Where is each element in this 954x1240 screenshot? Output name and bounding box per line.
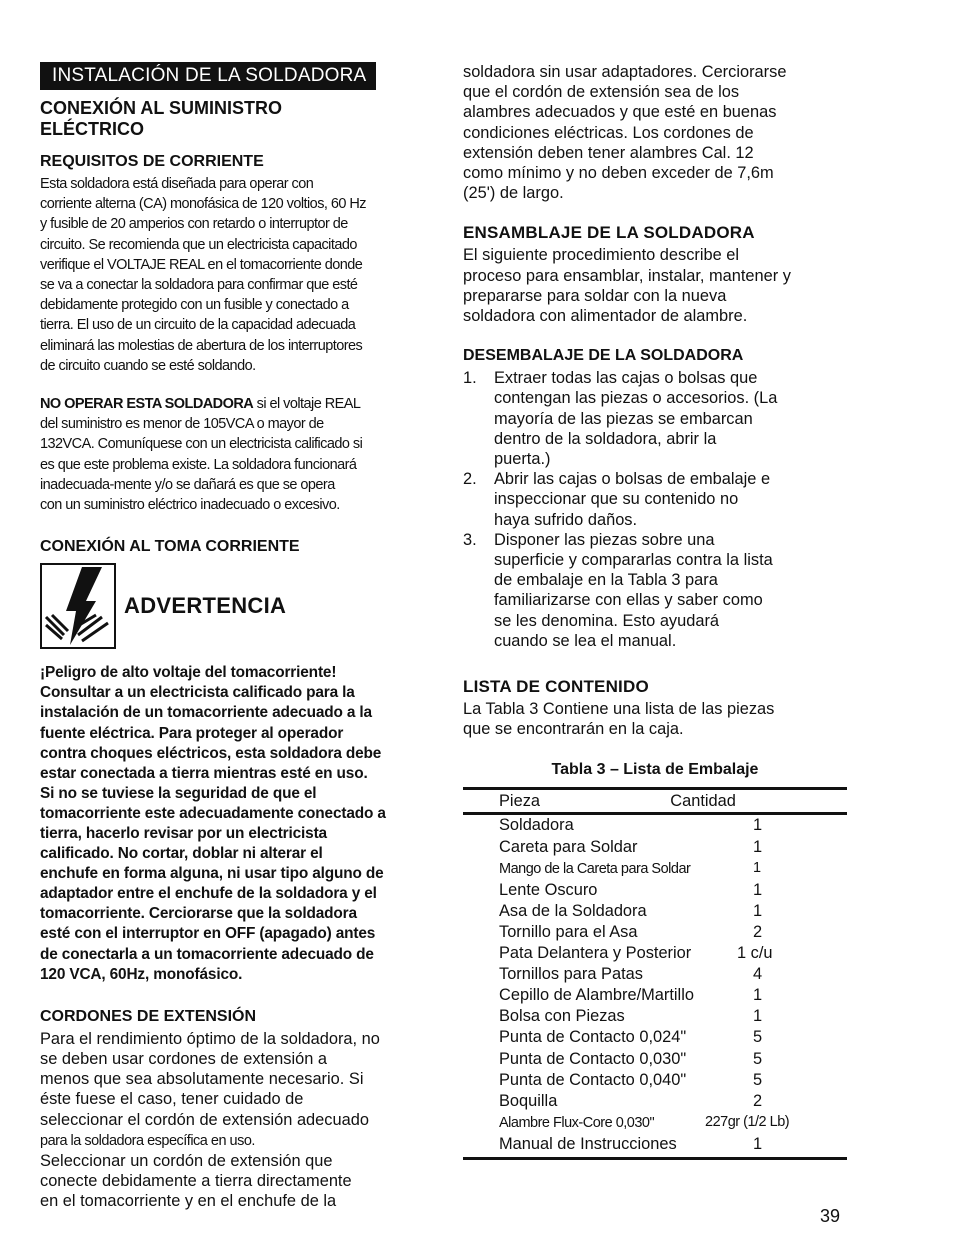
req-line: y fusible de 20 amperios con retardo o interruptor de [40, 216, 348, 233]
table-row [463, 1049, 847, 1070]
cell-qty: 5 [753, 1070, 763, 1089]
req-line: debidamente protegido con un fusible y conectado a [40, 297, 349, 314]
cell-piece: Mango de la Careta para Soldar [499, 860, 691, 877]
step-item [463, 530, 853, 651]
warning-line: instalación de un tomacorriente adecuado a la [40, 704, 372, 722]
cell-qty: 1 [753, 1007, 763, 1026]
cell-piece: Pata Delantera y Posterior [499, 944, 692, 963]
warning-line: Consultar a un electricista calificado para la [40, 684, 355, 702]
ensamblaje-line: soldadora con alimentador de alambre. [463, 307, 748, 326]
table-row [463, 880, 847, 901]
cordones-line-small: para la soldadora específica en uso. [40, 1132, 255, 1149]
cell-piece: Asa de la Soldadora [499, 901, 647, 920]
step-item [463, 368, 853, 469]
warning-line: enchufe en forma alguna, ni usar tipo alguno de [40, 865, 384, 883]
req-line: verifique el VOLTAJE REAL en el tomacorriente donde [40, 256, 363, 273]
cell-qty: 1 [753, 859, 761, 876]
table-row [463, 1070, 847, 1091]
conexion-heading: CONEXIÓN AL TOMA CORRIENTE [40, 538, 300, 556]
cordones-line: Seleccionar un cordón de extensión que [40, 1151, 333, 1170]
warning-line: tomacorriente. Cerciorarse que la soldadora [40, 905, 357, 923]
cell-piece: Soldadora [499, 816, 574, 835]
main-heading-line1: CONEXIÓN AL SUMINISTRO [40, 98, 283, 118]
req-line: circuito. Se recomienda que un electricista capacitado [40, 236, 357, 253]
cordones-line: Para el rendimiento óptimo de la soldadora, no [40, 1029, 380, 1048]
lista-line: que se encontrarán en la caja. [463, 720, 684, 739]
table-row [463, 985, 847, 1006]
header-qty: Cantidad [670, 789, 847, 814]
req-line: corriente alterna (CA) monofásica de 120 voltios, 60 Hz [40, 196, 366, 213]
table-header-row [463, 789, 847, 814]
lista-line: La Tabla 3 Contiene una lista de las piezas [463, 700, 775, 719]
table-row [463, 943, 847, 964]
ensamblaje-line: El siguiente procedimiento describe el [463, 246, 740, 265]
cordones-line: conecte debidamente a tierra directamente [40, 1172, 352, 1191]
step-text: Disponer las piezas sobre una superficie y compararlas contra la lista de embalaje en la Tabla 3 para familiarizarse con ellas y saber como se les denomina. Esto ayudará cuando se lea el manual. [494, 530, 773, 650]
warning-line: fuente eléctrica. Para proteger al operador [40, 724, 344, 742]
table-caption: Tabla 3 – Lista de Embalaje [551, 761, 759, 779]
cell-piece: Punta de Contacto 0,040" [499, 1070, 687, 1089]
step-item [463, 469, 853, 530]
unpack-steps [463, 368, 853, 651]
warning-line: contra choques eléctricos, esta soldadora debe [40, 744, 382, 762]
continuation-paragraph [463, 62, 853, 203]
table-row [463, 1112, 847, 1134]
ensamblaje-paragraph [463, 245, 853, 326]
warning-paragraph [40, 663, 432, 985]
table-row [463, 1027, 847, 1048]
cell-qty: 1 c/u [737, 944, 773, 963]
cell-qty: 2 [753, 922, 763, 941]
cont-line: (25') de largo. [463, 184, 564, 203]
cont-line: que el cordón de extensión sea de los [463, 83, 740, 102]
no-operar-bold: NO OPERAR ESTA SOLDADORA [40, 396, 254, 413]
cont-line: soldadora sin usar adaptadores. Cerciorarse [463, 63, 787, 81]
main-heading-line2: ELÉCTRICO [40, 119, 145, 139]
cell-piece: Tornillos para Patas [499, 965, 643, 984]
cell-piece: Careta para Soldar [499, 837, 638, 856]
step-text: Extraer todas las cajas o bolsas que contengan las piezas o accesorios. (La mayoría de las piezas se embarcan dentro de la soldadora, abrir la puerta.) [494, 369, 778, 469]
warning-line: tierra, hacerlo revisar por un electricista [40, 825, 327, 842]
cordones-heading: CORDONES DE EXTENSIÓN [40, 1007, 257, 1025]
cell-piece: Boquilla [499, 1091, 558, 1110]
desembalaje-heading: DESEMBALAJE DE LA SOLDADORA [463, 347, 744, 365]
table-row [463, 1091, 847, 1112]
cell-piece: Manual de Instrucciones [499, 1134, 677, 1153]
left-column [40, 62, 432, 1212]
no-operar-line: 132VCA. Comuníquese con un electricista calificado si [40, 436, 363, 453]
section-banner: INSTALACIÓN DE LA SOLDADORA [40, 62, 376, 90]
cell-qty: 2 [753, 1091, 763, 1110]
table-row [463, 1006, 847, 1027]
cont-line: condiciones eléctricas. Los cordones de [463, 123, 754, 142]
cont-line: alambres adecuados y que esté en buenas [463, 103, 777, 122]
cordones-line: éste fuese el caso, tener cuidado de [40, 1090, 304, 1109]
no-operar-line: inadecuada-mente y/o se dañará es que se opera [40, 476, 335, 493]
main-heading [40, 98, 432, 140]
cell-piece: Lente Oscuro [499, 880, 598, 899]
cell-piece: Bolsa con Piezas [499, 1007, 625, 1026]
warning-line: calificado. No cortar, doblar ni alterar el [40, 845, 323, 863]
cell-qty: 5 [753, 1028, 763, 1047]
cont-line: extensión deben tener alambres Cal. 12 [463, 143, 754, 162]
table-row [463, 814, 847, 837]
page-number: 39 [820, 1206, 841, 1226]
warning-block [40, 563, 432, 649]
electric-shock-warning-icon [40, 563, 116, 649]
no-operar-rest: si el voltaje REAL [253, 396, 361, 413]
req-line: se va a conectar la soldadora para confirmar que esté [40, 277, 358, 294]
step-text: Abrir las cajas o bolsas de embalaje e inspeccionar que su contenido no haya sufrido daños. [494, 470, 771, 529]
ensamblaje-line: proceso para ensamblar, instalar, mantener y [463, 266, 791, 285]
lista-heading: LISTA DE CONTENIDO [463, 677, 649, 697]
cordones-line: se deben usar cordones de extensión a [40, 1049, 328, 1068]
ensamblaje-line: prepararse para soldar con la nueva [463, 286, 727, 305]
warning-line: tomacorriente este adecuadamente conectado a [40, 804, 386, 822]
step-number: 1. [463, 369, 477, 388]
cell-piece: Punta de Contacto 0,030" [499, 1049, 687, 1068]
cell-piece: Tornillo para el Asa [499, 922, 638, 941]
cont-line: como mínimo y no deben exceder de 7,6m [463, 164, 774, 183]
step-number: 2. [463, 470, 477, 489]
lista-paragraph [463, 699, 853, 739]
req-line: tierra. El uso de un circuito de la capacidad adecuada [40, 317, 356, 334]
cell-qty: 1 [753, 880, 763, 899]
no-operar-line: con un suministro eléctrico inadecuado o excesivo. [40, 497, 340, 514]
req-paragraph [40, 174, 432, 376]
packing-list-table [463, 787, 847, 1160]
header-piece: Pieza [463, 789, 670, 814]
req-line: eliminará las molestias de abertura de los interruptores [40, 337, 363, 354]
cordones-line: seleccionar el cordón de extensión adecuado [40, 1110, 369, 1129]
cordones-line: en el tomacorriente y en el enchufe de la [40, 1192, 337, 1211]
cell-qty: 1 [753, 837, 763, 856]
warning-line: Si no se tuviese la seguridad de que el [40, 784, 317, 802]
cordones-line: menos que sea absolutamente necesario. Si [40, 1070, 364, 1089]
table-row [463, 1134, 847, 1159]
req-line: de circuito cuando se esté soldando. [40, 357, 256, 374]
table-row [463, 837, 847, 858]
ensamblaje-heading: ENSAMBLAJE DE LA SOLDADORA [463, 223, 755, 243]
cell-qty: 227gr (1/2 Lb) [705, 1113, 790, 1130]
warning-line: de conectarla a un tomacorriente adecuado de [40, 945, 374, 963]
step-number: 3. [463, 530, 477, 549]
cell-qty: 1 [753, 1134, 763, 1153]
table-row [463, 964, 847, 985]
warning-line: 120 VCA, 60Hz, monofásico. [40, 965, 243, 983]
cell-qty: 1 [753, 901, 763, 920]
cell-piece: Alambre Flux-Core 0,030" [499, 1114, 655, 1131]
warning-line: estar conectada a tierra mientras esté en uso. [40, 764, 368, 782]
cell-qty: 5 [753, 1049, 763, 1068]
warning-title: ADVERTENCIA [124, 593, 287, 619]
warning-line: esté con el interruptor en OFF (apagado) antes [40, 925, 376, 943]
cordones-paragraph [40, 1029, 432, 1212]
req-line: Esta soldadora está diseñada para operar con [40, 176, 314, 192]
no-operar-line: del suministro es menor de 105VCA o mayor de [40, 416, 324, 433]
cell-qty: 1 [753, 816, 763, 835]
no-operar-paragraph [40, 394, 432, 515]
no-operar-line: es que este problema existe. La soldadora funcionará [40, 456, 357, 473]
right-column [463, 62, 853, 1160]
cell-qty: 1 [753, 986, 763, 1005]
req-heading: REQUISITOS DE CORRIENTE [40, 153, 264, 170]
cell-piece: Cepillo de Alambre/Martillo [499, 986, 694, 1005]
table-row [463, 901, 847, 922]
table-row [463, 922, 847, 943]
warning-line: ¡Peligro de alto voltaje del tomacorriente! [40, 664, 337, 682]
cell-qty: 4 [753, 965, 763, 984]
warning-line: adaptador entre el enchufe de la soldadora y el [40, 885, 377, 903]
cell-piece: Punta de Contacto 0,024" [499, 1028, 687, 1047]
table-row [463, 858, 847, 880]
